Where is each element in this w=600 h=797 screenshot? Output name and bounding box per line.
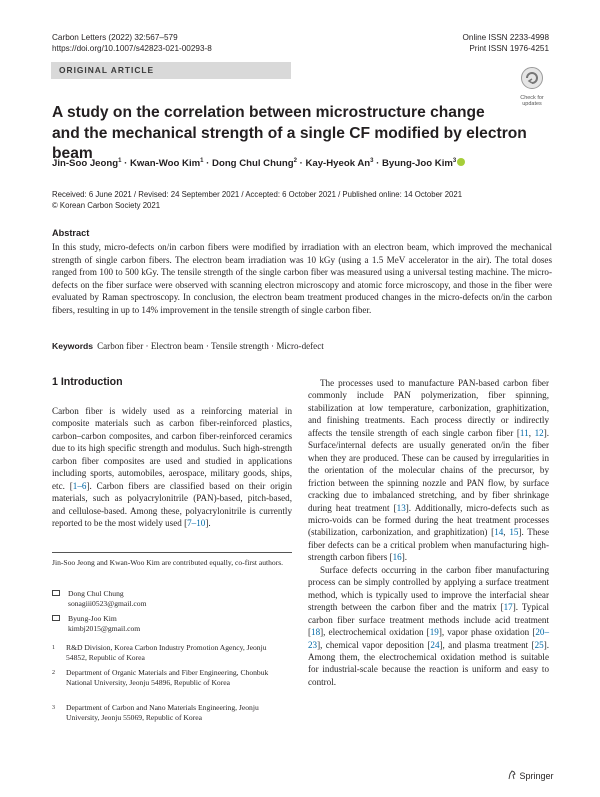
affiliation-2: 2 Department of Organic Materials and Fiber Engineering, Chonbuk National University, Jeonju 54896, Republic of Korea [52,668,269,687]
copyright-line: © Korean Carbon Society 2021 [52,201,161,210]
publisher-logo [507,770,554,781]
citation-link[interactable]: 7–10 [187,518,206,529]
abstract-heading: Abstract [52,228,90,238]
citation-link[interactable]: 12 [534,427,544,438]
email-link[interactable]: kimbj2015@gmail.com [68,624,141,633]
citation-link[interactable]: 13 [396,502,406,513]
article-history [52,189,552,211]
keywords [52,340,552,352]
citation-link[interactable]: 1–6 [72,480,87,491]
section-heading: 1 Introduction [52,376,123,388]
affiliation-3: 3 Department of Carbon and Nano Materials Engineering, Jeonju University, Jeonju 55069, Republic of Korea [52,703,259,722]
citation-link[interactable]: 25 [534,639,544,650]
keywords-list: Carbon fiber · Electron beam · Tensile strength · Micro-defect [97,341,324,351]
contact-1: Dong Chul Chung sonagiii0523@gmail.com [52,589,147,609]
envelope-icon [52,615,60,621]
author-name[interactable]: Kay-Hyeok An [305,158,371,170]
abstract-text: In this study, micro-defects on/in carbon fibers were modified by irradiation with an electron beam, which improved the mechanical strength of single carbon fibers. The electron beam irradiation was 10 kGy (using a 1.5 MeV accelerator in the air). The total doses ranged from 100 to 500 kGy. The tensile strength of the single carbon fiber was measured using a universal testing machine. The micro-defects on the fiber surface were observed with scanning electron microscopy and atomic force microscopy, and those in the fiber were evaluated by Raman spectroscopy. In conclusion, the electron beam treatment produced changes in the micro-defects on/in the carbon fibers, resulting in up to 14% improvement in the tensile strength of single carbon fiber. [52,242,552,315]
check-for-updates-icon [515,66,549,90]
affiliation-1: 1 R&D Division, Korea Carbon Industry Promotion Agency, Jeonju 54852, Republic of Korea [52,643,267,662]
author-name[interactable]: Byung-Joo Kim [382,158,453,170]
title-line-2: and the mechanical strength of a single CF modified by electron beam [52,124,527,162]
check-label: Check for [520,95,544,101]
article-type-ribbon: ORIGINAL ARTICLE [51,62,291,79]
dates-line: Received: 6 June 2021 / Revised: 24 September 2021 / Accepted: 6 October 2021 / Published online: 14 October 2021 [52,190,463,199]
author-name[interactable]: Dong Chul Chung [212,158,294,170]
author-name[interactable]: Kwan-Woo Kim [129,158,201,170]
right-column-text: The processes used to manufacture PAN-based carbon fiber commonly include PAN polymerization, fiber spinning, stabilization at low temperature, carbonization, graphitization, and finishing treatments. Each process directly or indirectly affects the tensile strength of each single carbon fiber [11, 12]. Surface/internal defects are usually generated on/in the fiber when they are produced. These can be caused by irregularities in the orientation of the molecular chains of the precursor, by friction between the spinning nozzle and PAN flow, by surface cracking due to imbalanced stretching, and by fiber shrinkage during heat treatment [13]. Additionally, micro-defects such as micro-voids can be formed during the heat treatment processes (stabilization, carbonization, and graphitization) [14, 15]. These fiber defects can be a critical problem when manufacturing high-strength carbon fibers [16]. Surface defects occurring in the carbon fiber manufacturing process can be simply controlled by applying a surface treatment method, which is typically used to improve the interfacial shear strength between the carbon fiber and the matrix [17]. Typical carbon fiber surface treatment methods include acid treatment [18], electrochemical oxidation [19], vapor phase oxidation [20–23], chemical vapor deposition [24], and plasma treatment [25]. Among them, the electrochemical oxidation method is suitable for industrial-scale because the reaction is uniform and easy to control. [308,378,550,687]
author-name[interactable]: Jin-Soo Jeong [52,158,119,170]
publisher-name: Springer [519,771,554,781]
springer-horse-icon [507,770,517,780]
title-line-1: A study on the correlation between microstructure change [52,104,485,121]
citation-link[interactable]: 18 [311,627,321,638]
author-list: Jin-Soo Jeong$^1$ · Kwan-Woo Kim$^1$ · Dong Chul Chung$^2$ · Kay-Hyeok $An^3$ · Byung-Joo Kim$^3$ [52,154,552,171]
journal-citation: Carbon Letters (2022) 32:567–579 [52,33,178,42]
left-column-text: Carbon fiber is widely used as a reinforcing material in composite materials such as carbon fiber-reinforced plastics, carbon–carbon composites, and carbon fiber-reinforced ceramics due to its high specific strength and modulus. Such high-strength carbon fiber composites are used and studied in applications including sports, automobiles, aerospace, military goods, ships, etc. [1–6]. Carbon fibers are classified based on their origin materials, such as polyacrylonitrile (PAN)-based, pitch-based, and cellulose-based. Among these, polyacrylonitrile is currently reported to be the most widely used [7–10]. [52,406,292,529]
check-for-updates-badge[interactable] [515,66,549,107]
online-issn: Online ISSN 2233-4998 [462,33,549,42]
doi-link[interactable]: https://doi.org/10.1007/s42823-021-00293-8 [52,44,212,53]
contact-2: Byung-Joo Kim kimbj2015@gmail.com [52,614,140,634]
email-link[interactable]: sonagiii0523@gmail.com [68,599,147,608]
citation-link[interactable]: 14 [494,527,504,538]
citation-link[interactable]: 20–23 [308,627,550,650]
citation-link[interactable]: 15 [509,527,519,538]
print-issn: Print ISSN 1976-4251 [469,44,549,53]
orcid-icon[interactable] [457,158,465,166]
citation-link[interactable]: 19 [429,627,439,638]
envelope-icon [52,590,60,596]
footnote-text: Jin-Soo Jeong and Kwan-Woo Kim are contributed equally, co-first authors. [52,558,284,567]
keywords-label: Keywords [52,341,94,351]
citation-link[interactable]: 24 [430,639,440,650]
footnote-divider [52,552,292,553]
citation-link[interactable]: 17 [503,602,513,613]
citation-link[interactable]: 11 [519,427,529,438]
updates-label: updates [522,101,542,107]
citation-link[interactable]: 16 [392,552,402,563]
